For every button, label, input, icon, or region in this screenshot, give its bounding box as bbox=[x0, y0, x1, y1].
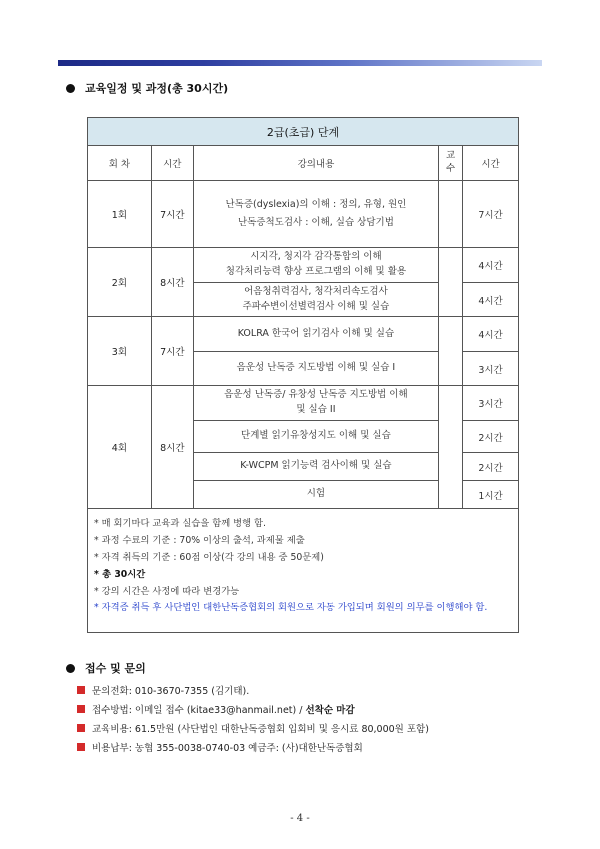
professor-cell bbox=[439, 317, 463, 386]
contact-item bbox=[77, 680, 537, 699]
lecture-content bbox=[193, 481, 438, 509]
lecture-line: KOLRA 한국어 읽기검사 이해 및 실습 bbox=[237, 327, 395, 339]
note-item-membership: * 자격증 취득 후 사단법인 대한난독증협회의 회원으로 자동 가입되며 회원의 의무를 이행해야 함. bbox=[94, 602, 488, 613]
session-round: 1회 bbox=[88, 181, 152, 248]
lecture-hours: 3시간 bbox=[463, 352, 519, 386]
session-time: 7시간 bbox=[151, 181, 193, 248]
contact-item bbox=[77, 737, 537, 756]
lecture-content bbox=[193, 317, 438, 352]
professor-cell bbox=[439, 248, 463, 317]
lecture-line: 단계별 읽기유창성지도 이해 및 실습 bbox=[241, 430, 391, 442]
lecture-line: 주파수변이선별력검사 이해 및 실습 bbox=[242, 300, 390, 312]
lecture-content bbox=[193, 248, 438, 283]
session-round: 2회 bbox=[88, 248, 152, 317]
lecture-content bbox=[193, 352, 438, 386]
lecture-line: 어음청취력검사, 청각처리속도검사 bbox=[244, 285, 388, 297]
schedule-table bbox=[87, 117, 519, 633]
lecture-line: 시험 bbox=[306, 488, 326, 500]
header-content: 강의내용 bbox=[193, 146, 438, 181]
lecture-content bbox=[193, 421, 438, 453]
lecture-content bbox=[193, 283, 438, 317]
square-bullet-icon bbox=[77, 743, 85, 751]
square-bullet-icon bbox=[77, 724, 85, 732]
lecture-hours: 4시간 bbox=[463, 317, 519, 352]
page-number: - 4 - bbox=[290, 813, 310, 824]
professor-cell bbox=[439, 386, 463, 509]
professor-cell bbox=[439, 181, 463, 248]
note-item: * 과정 수료의 기준 : 70% 이상의 출석, 과제물 제출 bbox=[94, 535, 305, 546]
contact-fee: 교육비용: 61.5만원 (사단법인 대한난독증협회 입회비 및 응시료 80,000원 포함) bbox=[92, 723, 429, 735]
header-professor: 교수 bbox=[439, 146, 463, 181]
circle-bullet-icon bbox=[66, 664, 75, 673]
lecture-hours: 1시간 bbox=[463, 481, 519, 509]
notes-cell bbox=[88, 509, 519, 633]
lecture-line: 시지각, 청지각 감각통합의 이해 bbox=[250, 251, 382, 263]
session-round: 3회 bbox=[88, 317, 152, 386]
contact-item bbox=[77, 718, 537, 737]
section-contact-title bbox=[66, 660, 146, 676]
lecture-hours: 2시간 bbox=[463, 421, 519, 453]
session-time: 8시간 bbox=[151, 386, 193, 509]
table-title: 2급(초급) 단계 bbox=[88, 118, 519, 146]
session-time: 8시간 bbox=[151, 248, 193, 317]
lecture-line: 청각처리능력 향상 프로그램의 이해 및 활용 bbox=[225, 266, 407, 277]
lecture-hours: 2시간 bbox=[463, 453, 519, 481]
note-item-total-hours: * 총 30시간 bbox=[94, 569, 146, 580]
lecture-line: 음운성 난독증 지도방법 이해 및 실습 I bbox=[236, 362, 396, 374]
lecture-hours: 4시간 bbox=[463, 248, 519, 283]
session-round: 4회 bbox=[88, 386, 152, 509]
circle-bullet-icon bbox=[66, 84, 75, 93]
note-item: * 매 회기마다 교육과 실습을 함께 병행 함. bbox=[94, 518, 266, 529]
note-item: * 강의 시간은 사정에 따라 변경가능 bbox=[94, 586, 240, 597]
square-bullet-icon bbox=[77, 705, 85, 713]
section-schedule-title bbox=[66, 80, 228, 96]
header-hours: 시간 bbox=[463, 146, 519, 181]
section-schedule-title-text: 교육일정 및 과정(총 30시간) bbox=[85, 82, 229, 95]
lecture-line: K-WCPM 읽기능력 검사이해 및 실습 bbox=[240, 460, 392, 472]
lecture-line: 난독증(dyslexia)의 이해 : 정의, 유형, 원인 bbox=[225, 198, 407, 210]
header-round: 회 차 bbox=[88, 146, 152, 181]
lecture-content bbox=[193, 181, 438, 248]
lecture-content bbox=[193, 386, 438, 421]
note-item: * 자격 취득의 기준 : 60점 이상(각 강의 내용 중 50문제) bbox=[94, 552, 324, 563]
session-time: 7시간 bbox=[151, 317, 193, 386]
contact-item bbox=[77, 699, 537, 718]
contact-payment: 비용납부: 농협 355-0038-0740-03 예금주: (사)대한난독증협회 bbox=[92, 742, 363, 754]
lecture-hours: 4시간 bbox=[463, 283, 519, 317]
lecture-line: 및 실습 II bbox=[296, 404, 336, 415]
header-time: 시간 bbox=[151, 146, 193, 181]
header-decorative-bar bbox=[58, 60, 542, 66]
contact-list bbox=[77, 680, 537, 756]
contact-phone: 문의전화: 010-3670-7355 (김기태). bbox=[92, 685, 250, 697]
section-contact-title-text: 접수 및 문의 bbox=[85, 662, 146, 675]
square-bullet-icon bbox=[77, 686, 85, 694]
lecture-hours: 3시간 bbox=[463, 386, 519, 421]
lecture-line: 음운성 난독증/ 유창성 난독증 지도방법 이해 bbox=[224, 389, 408, 401]
lecture-line: 난독증척도검사 : 이해, 실습 상담기법 bbox=[237, 217, 394, 228]
lecture-content bbox=[193, 453, 438, 481]
lecture-hours: 7시간 bbox=[463, 181, 519, 248]
contact-application-method: 접수방법: 이메일 접수 (kitae33@hanmail.net) / bbox=[92, 704, 306, 716]
contact-deadline-note: 선착순 마감 bbox=[305, 704, 355, 716]
